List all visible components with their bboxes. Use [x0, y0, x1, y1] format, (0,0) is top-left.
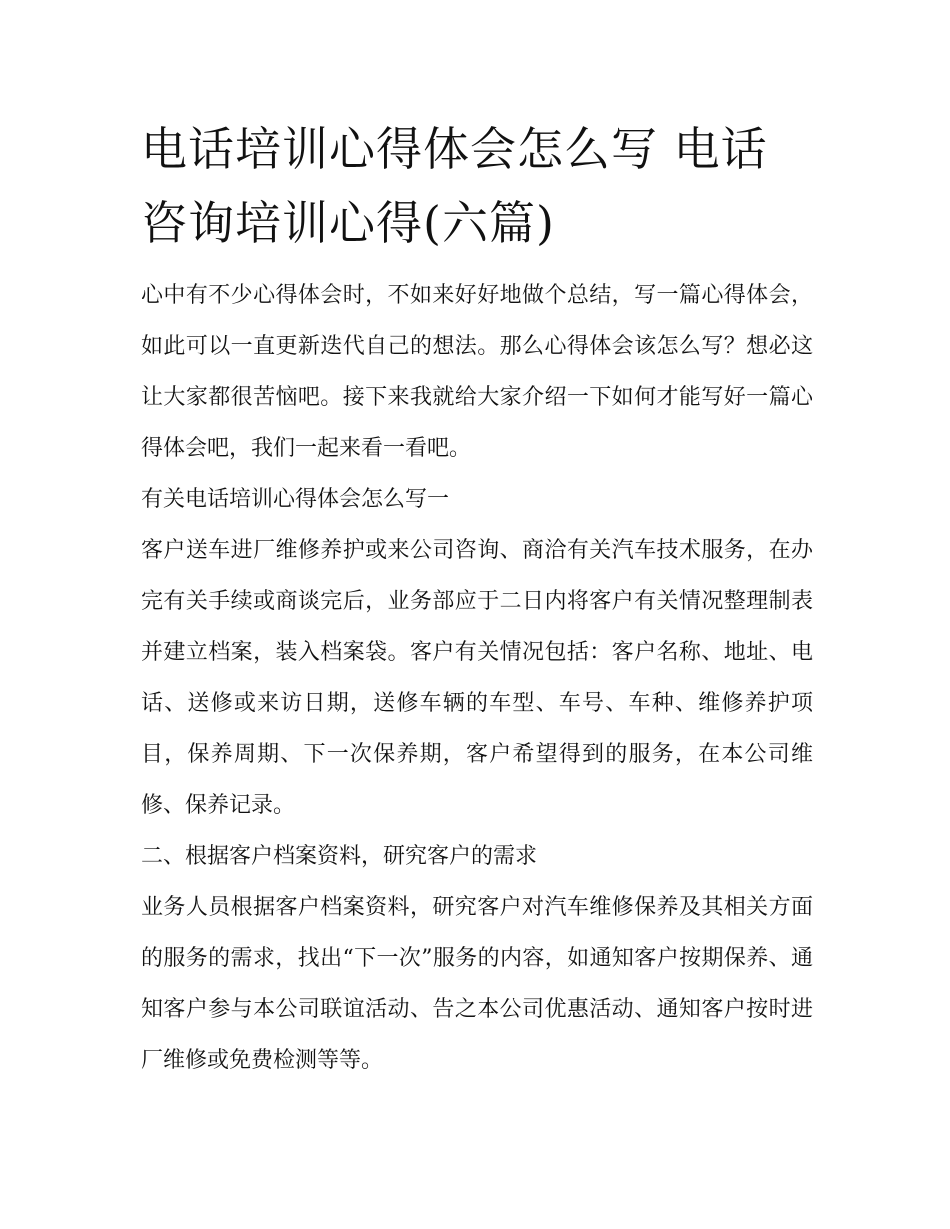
section-heading-one: 有关电话培训心得体会怎么写一 — [141, 487, 450, 512]
section-heading-two: 二、根据客户档案资料，研究客户的需求 — [141, 844, 538, 869]
intro-paragraph: 心中有不少心得体会时，不如来好好地做个总结，写一篇心得体会，如此可以一直更新迭代自己的想法。那么心得体会该怎么写？想必这让大家都很苦恼吧。接下来我就给大家介绍一下如何才能写好一篇心得体会吧，我们一起来看一看吧。 — [141, 283, 813, 461]
document-content — [141, 112, 813, 1086]
body-paragraph-customer-needs: 业务人员根据客户档案资料，研究客户对汽车维修保养及其相关方面的服务的需求，找出“下一次”服务的内容，如通知客户按期保养、通知客户参与本公司联谊活动、告之本公司优惠活动、通知客户按时进厂维修或免费检测等等。 — [141, 895, 813, 1073]
body-paragraph-customer-records: 客户送车进厂维修养护或来公司咨询、商洽有关汽车技术服务，在办完有关手续或商谈完后，业务部应于二日内将客户有关情况整理制表并建立档案，装入档案袋。客户有关情况包括：客户名称、地址、电话、送修或来访日期，送修车辆的车型、车号、车种、维修养护项目，保养周期、下一次保养期，客户希望得到的服务，在本公司维修、保养记录。 — [141, 538, 813, 818]
document-title: 电话培训心得体会怎么写 电话咨询培训心得(六篇) — [141, 122, 768, 250]
document-body — [141, 270, 813, 1086]
